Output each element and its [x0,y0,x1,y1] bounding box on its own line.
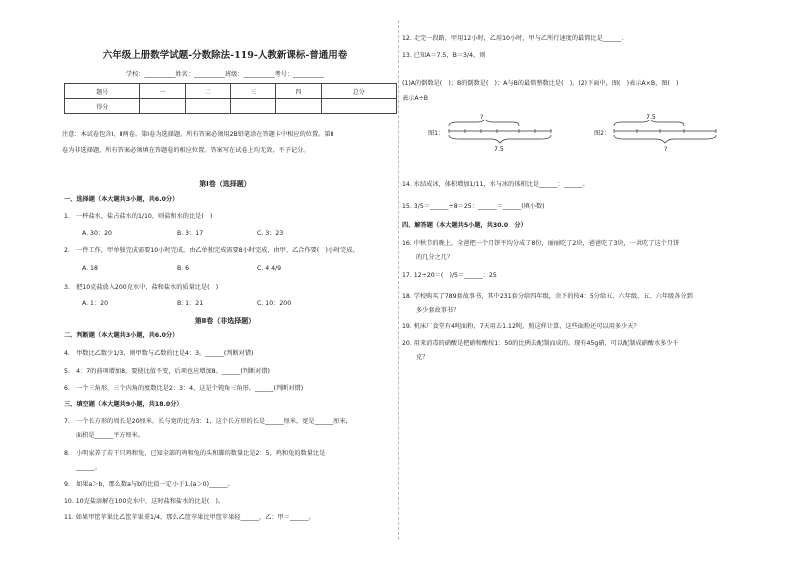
figure-1-bottom-brace [449,135,551,143]
question-16: 16. 中秋节的晚上，全爸把一个月饼平均分成了8份，丽丽吃了2块，爸爸吃了3块，一共吃了这个月饼 [402,240,680,247]
figure-1-top-brace [449,120,519,126]
question-20: 20. 用来消毒的硝酸是把硝和酸按1：50的比例去配制而成的。现有45g硝，可以配制成硝酸水多少千 [402,340,679,347]
q3-option-c[interactable]: C. 10：200 [257,300,292,307]
table-cell: 三 [230,84,275,99]
question-7: 7. 一个长方形的周长是20厘米，长与宽的比为3：1，这个长方形的长是______厘米，宽是______厘米， [64,418,352,425]
notice-line-2: 卷为非选择题，所有答案必须填在答题卷的相应位置。答案写在试卷上均无效，不予记分。 [62,147,310,154]
question-14: 14. 水结成冰，体积增加1/11，水与冰的体积比是______：______。 [402,181,589,188]
question-8-cont: ______。 [76,464,101,471]
q1-option-b[interactable]: B. 3：17 [177,230,204,237]
question-7-cont: 面积是______平方厘米。 [76,432,145,439]
question-6: 6. 一个三角形，三个内角的度数比是2：3：4，这是个钝角三角形。______(判断对错) [64,385,304,392]
q1-option-a[interactable]: A. 30：20 [82,230,112,237]
q1-option-c[interactable]: C. 3：23 [257,230,284,237]
figure-2-label: 图2： [594,130,611,137]
page-title: 六年级上册数学试题-分数除法-119-人教新课标-普通用卷 [102,50,348,61]
question-1: 1. 一杯盐水，盐占盐水的1/10，则盐和水的比是( ) [64,213,213,220]
table-row [65,84,397,99]
question-19: 19. 机床厂食堂有4吨面粉，7天用去1.12吨，照这样计算，这些面粉还可以用多少天？ [402,323,640,330]
table-cell[interactable] [276,99,321,114]
table-cell[interactable] [185,99,230,114]
question-8: 8. 小明家养了若干只鸡和兔，已知全部的鸡和兔的头和脚的数量比是2：5，鸡和兔的数量比是 [64,450,326,457]
section-solve: 四、解答题（本大题共5小题，共30.0 分） [402,222,527,229]
question-13-part2: 表示A÷B [402,95,429,102]
section-choice: 一、选择题（本大题共3小题，共6.0分） [64,196,179,203]
table-cell[interactable] [230,99,275,114]
question-20-cont: 克？ [416,354,429,361]
notice-line-1: 注意：本试卷包含Ⅰ、Ⅱ两卷。第Ⅰ卷为选择题，所有答案必须用2B铅笔涂在答题卡中相应的位置。第Ⅱ [62,131,334,138]
figure-2-value: 7.5 [646,114,656,121]
section-judge: 二、判断题（本大题共3小题，共6.0分） [64,332,179,339]
question-18: 18. 学校购买了789套故事书，其中231套分给四年级，余下的按4：5分给五、六年级。五、六年级各分到 [402,293,693,300]
question-12: 12. 走完一段路，甲用12小时，乙用10小时，甲与乙所行速度的最简比是______. [402,35,624,42]
question-9: 9. 如果a＞b，那么数a与b的比值一定小于1.(a＞0)______。 [64,481,234,488]
question-18-cont: 多少套故事书？ [416,307,460,314]
question-11: 11. 如果甲筐苹果比乙筐苹果重1/4，那么乙筐苹果比甲筐苹果轻______，乙：甲＝______。 [64,514,315,521]
table-cell: 四 [276,84,321,99]
question-15: 15. 3/5＝______÷8＝25：______＝______(填小数) [402,203,545,210]
question-17: 17. 12÷20＝( )/5＝______：25 [402,272,497,279]
table-cell: 一 [140,84,185,99]
table-cell: 题号 [65,84,140,99]
table-cell: 二 [185,84,230,99]
question-2: 2. 一件工作，甲单独完成需要10小时完成，由乙单独完成需要8小时完成，由甲、乙合作要( )小时完成。 [64,247,359,254]
question-4: 4. 甲数比乙数少1/3，则甲数与乙数的比是4：3。______(判断对错) [64,350,254,357]
figure-2-bottom-brace [614,135,716,143]
figure-1-value: 7.5 [494,146,504,153]
question-10: 10. 10克盐溶解在100克水中，这时盐和盐水的比是( )。 [64,498,225,505]
q3-option-a[interactable]: A. 1：20 [82,300,109,307]
q2-option-a[interactable]: A. 18 [82,265,98,272]
figure-1-question-mark: ? [480,114,484,121]
section-fill: 三、填空题（本大题共9小题，共18.0分） [64,401,183,408]
q2-option-b[interactable]: B. 6 [177,265,190,272]
table-cell[interactable] [140,99,185,114]
q3-option-b[interactable]: B. 1：21 [177,300,204,307]
part1-heading: 第Ⅰ卷（选择题） [199,180,251,188]
question-13: 13. 已知A＝7.5，B＝3/4，则 [402,52,486,59]
figure-1-label: 图1： [428,130,445,137]
table-cell[interactable] [321,99,396,114]
table-row [65,99,397,114]
question-13-part1: (1)A的倒数是( )；B的倒数是( )；A与B的最简整数比是( )。(2)下面中，图( )表示A×B，图( ) [402,80,679,87]
question-5: 5. 4：7的前项增加8，要使比值不变，后项也应增加8。______(判断对错) [64,368,270,375]
question-16-cont: 的几分之几？ [416,254,454,261]
figure-2-top-brace [614,120,684,126]
question-3: 3. 把10克盐放入200克水中，盐和盐水的质量比是( ) [64,284,219,291]
column-divider [398,20,399,540]
score-table [64,83,397,114]
q2-option-c[interactable]: C. 4 4/9 [257,265,282,272]
table-cell: 得分 [65,99,140,114]
figure-2-question-mark: ? [664,146,668,153]
student-info-line: 学校：__________姓名：__________班级：__________考号：__________ [126,71,324,78]
table-cell: 总分 [321,84,396,99]
part2-heading: 第Ⅱ卷（非选择题） [194,317,256,325]
